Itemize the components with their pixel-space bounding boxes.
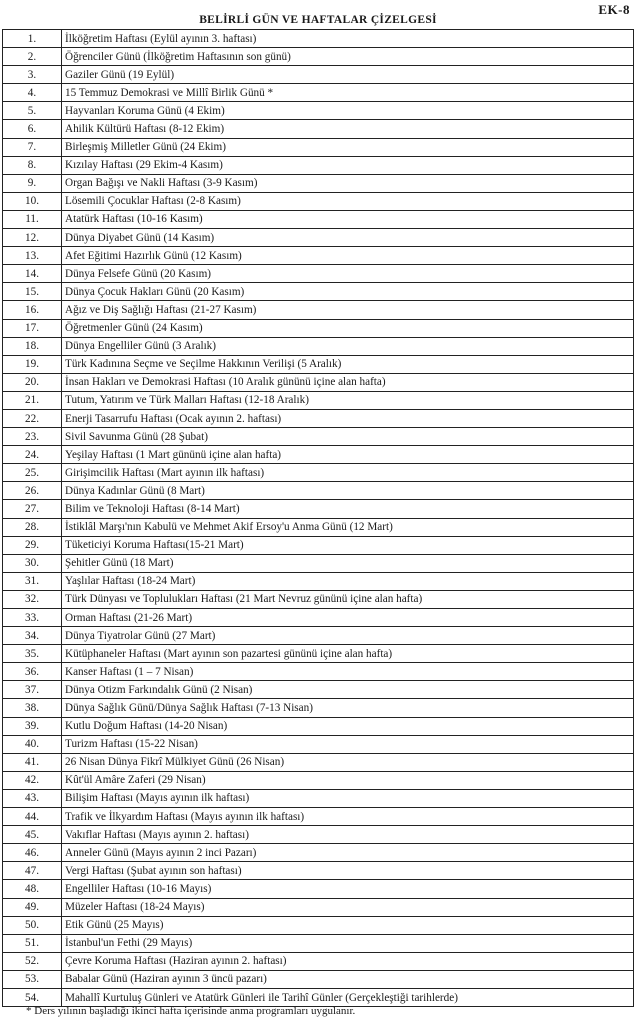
row-label: Ağız ve Diş Sağlığı Haftası (21-27 Kasım) xyxy=(62,301,634,319)
row-label: 26 Nisan Dünya Fikrî Mülkiyet Günü (26 Nisan) xyxy=(62,753,634,771)
row-number: 41. xyxy=(3,753,62,771)
row-number: 24. xyxy=(3,446,62,464)
row-number: 49. xyxy=(3,898,62,916)
table-row xyxy=(3,934,634,952)
row-label: Etik Günü (25 Mayıs) xyxy=(62,916,634,934)
table-body xyxy=(3,30,634,1007)
row-number: 7. xyxy=(3,138,62,156)
row-label: Atatürk Haftası (10-16 Kasım) xyxy=(62,210,634,228)
row-label: Vergi Haftası (Şubat ayının son haftası) xyxy=(62,862,634,880)
row-number: 30. xyxy=(3,554,62,572)
table-row xyxy=(3,536,634,554)
row-label: İstiklâl Marşı'nın Kabulü ve Mehmet Akif Ersoy'u Anma Günü (12 Mart) xyxy=(62,518,634,536)
table-row xyxy=(3,156,634,174)
table-row xyxy=(3,337,634,355)
row-number: 37. xyxy=(3,681,62,699)
row-number: 45. xyxy=(3,826,62,844)
row-label: Çevre Koruma Haftası (Haziran ayının 2. haftası) xyxy=(62,952,634,970)
table-row xyxy=(3,880,634,898)
table-row xyxy=(3,464,634,482)
row-label: Afet Eğitimi Hazırlık Günü (12 Kasım) xyxy=(62,247,634,265)
row-number: 23. xyxy=(3,428,62,446)
row-number: 36. xyxy=(3,663,62,681)
row-number: 17. xyxy=(3,319,62,337)
row-label: İstanbul'un Fethi (29 Mayıs) xyxy=(62,934,634,952)
row-label: Sivil Savunma Günü (28 Şubat) xyxy=(62,428,634,446)
table-row xyxy=(3,319,634,337)
table-row xyxy=(3,645,634,663)
row-number: 20. xyxy=(3,373,62,391)
annex-label: EK-8 xyxy=(598,2,630,17)
row-label: Turizm Haftası (15-22 Nisan) xyxy=(62,735,634,753)
row-number: 25. xyxy=(3,464,62,482)
row-number: 32. xyxy=(3,590,62,608)
table-row xyxy=(3,48,634,66)
row-label: Gaziler Günü (19 Eylül) xyxy=(62,66,634,84)
table-row xyxy=(3,66,634,84)
table-row xyxy=(3,627,634,645)
footnote: * Ders yılının başladığı ikinci hafta içerisinde anma programları uygulanır. xyxy=(26,1005,356,1017)
row-number: 39. xyxy=(3,717,62,735)
row-number: 12. xyxy=(3,229,62,247)
table-row xyxy=(3,409,634,427)
row-number: 35. xyxy=(3,645,62,663)
row-number: 47. xyxy=(3,862,62,880)
row-number: 5. xyxy=(3,102,62,120)
row-number: 29. xyxy=(3,536,62,554)
row-number: 28. xyxy=(3,518,62,536)
row-number: 26. xyxy=(3,482,62,500)
row-number: 46. xyxy=(3,844,62,862)
row-number: 54. xyxy=(3,988,62,1006)
table-row xyxy=(3,808,634,826)
table-row xyxy=(3,247,634,265)
row-label: Dünya Sağlık Günü/Dünya Sağlık Haftası (7-13 Nisan) xyxy=(62,699,634,717)
row-label: Bilişim Haftası (Mayıs ayının ilk haftası) xyxy=(62,789,634,807)
row-number: 14. xyxy=(3,265,62,283)
row-label: Tutum, Yatırım ve Türk Malları Haftası (12-18 Aralık) xyxy=(62,391,634,409)
row-label: Vakıflar Haftası (Mayıs ayının 2. haftası) xyxy=(62,826,634,844)
row-label: Kût'ül Amâre Zaferi (29 Nisan) xyxy=(62,771,634,789)
row-label: 15 Temmuz Demokrasi ve Millî Birlik Günü * xyxy=(62,84,634,102)
table-row xyxy=(3,789,634,807)
row-number: 52. xyxy=(3,952,62,970)
row-label: Mahallî Kurtuluş Günleri ve Atatürk Günleri ile Tarihî Günler (Gerçekleştiği tarihlerde) xyxy=(62,988,634,1006)
table-row xyxy=(3,862,634,880)
table-row xyxy=(3,192,634,210)
row-label: Türk Dünyası ve Toplulukları Haftası (21 Mart Nevruz gününü içine alan hafta) xyxy=(62,590,634,608)
row-label: Yaşlılar Haftası (18-24 Mart) xyxy=(62,572,634,590)
table-row xyxy=(3,265,634,283)
row-label: Dünya Kadınlar Günü (8 Mart) xyxy=(62,482,634,500)
row-label: Hayvanları Koruma Günü (4 Ekim) xyxy=(62,102,634,120)
row-number: 42. xyxy=(3,771,62,789)
table-row xyxy=(3,446,634,464)
row-label: Müzeler Haftası (18-24 Mayıs) xyxy=(62,898,634,916)
row-label: Öğretmenler Günü (24 Kasım) xyxy=(62,319,634,337)
days-weeks-table xyxy=(2,29,634,1007)
row-label: Trafik ve İlkyardım Haftası (Mayıs ayının ilk haftası) xyxy=(62,808,634,826)
row-number: 22. xyxy=(3,409,62,427)
row-number: 44. xyxy=(3,808,62,826)
row-label: Orman Haftası (21-26 Mart) xyxy=(62,609,634,627)
table-row xyxy=(3,663,634,681)
table-row xyxy=(3,916,634,934)
row-number: 10. xyxy=(3,192,62,210)
row-number: 43. xyxy=(3,789,62,807)
table-row xyxy=(3,30,634,48)
row-number: 27. xyxy=(3,500,62,518)
row-label: Anneler Günü (Mayıs ayının 2 inci Pazarı) xyxy=(62,844,634,862)
table-row xyxy=(3,590,634,608)
row-label: Ahilik Kültürü Haftası (8-12 Ekim) xyxy=(62,120,634,138)
row-number: 53. xyxy=(3,970,62,988)
table-row xyxy=(3,554,634,572)
table-row xyxy=(3,952,634,970)
table-row xyxy=(3,572,634,590)
row-label: Lösemili Çocuklar Haftası (2-8 Kasım) xyxy=(62,192,634,210)
table-row xyxy=(3,753,634,771)
table-row xyxy=(3,898,634,916)
row-label: Öğrenciler Günü (İlköğretim Haftasının son günü) xyxy=(62,48,634,66)
row-number: 6. xyxy=(3,120,62,138)
row-label: Türk Kadınına Seçme ve Seçilme Hakkının Verilişi (5 Aralık) xyxy=(62,355,634,373)
table-row xyxy=(3,120,634,138)
row-number: 34. xyxy=(3,627,62,645)
table-row xyxy=(3,391,634,409)
table-row xyxy=(3,699,634,717)
row-label: Girişimcilik Haftası (Mart ayının ilk haftası) xyxy=(62,464,634,482)
row-number: 51. xyxy=(3,934,62,952)
row-label: Dünya Felsefe Günü (20 Kasım) xyxy=(62,265,634,283)
document-title: BELİRLİ GÜN VE HAFTALAR ÇİZELGESİ xyxy=(199,14,437,26)
row-label: Babalar Günü (Haziran ayının 3 üncü pazarı) xyxy=(62,970,634,988)
table-row xyxy=(3,988,634,1006)
table-row xyxy=(3,482,634,500)
row-label: Tüketiciyi Koruma Haftası(15-21 Mart) xyxy=(62,536,634,554)
row-label: İlköğretim Haftası (Eylül ayının 3. haftası) xyxy=(62,30,634,48)
row-label: Şehitler Günü (18 Mart) xyxy=(62,554,634,572)
row-number: 50. xyxy=(3,916,62,934)
row-label: Organ Bağışı ve Nakli Haftası (3-9 Kasım) xyxy=(62,174,634,192)
table-row xyxy=(3,735,634,753)
row-number: 21. xyxy=(3,391,62,409)
row-label: Yeşilay Haftası (1 Mart gününü içine alan hafta) xyxy=(62,446,634,464)
table-row xyxy=(3,102,634,120)
table-row xyxy=(3,138,634,156)
row-number: 8. xyxy=(3,156,62,174)
row-number: 11. xyxy=(3,210,62,228)
table-row xyxy=(3,428,634,446)
row-number: 33. xyxy=(3,609,62,627)
row-label: Dünya Engelliler Günü (3 Aralık) xyxy=(62,337,634,355)
row-label: İnsan Hakları ve Demokrasi Haftası (10 Aralık gününü içine alan hafta) xyxy=(62,373,634,391)
table-row xyxy=(3,174,634,192)
row-number: 18. xyxy=(3,337,62,355)
row-label: Birleşmiş Milletler Günü (24 Ekim) xyxy=(62,138,634,156)
row-label: Kızılay Haftası (29 Ekim-4 Kasım) xyxy=(62,156,634,174)
row-label: Bilim ve Teknoloji Haftası (8-14 Mart) xyxy=(62,500,634,518)
table-row xyxy=(3,609,634,627)
table-row xyxy=(3,844,634,862)
row-number: 31. xyxy=(3,572,62,590)
row-number: 38. xyxy=(3,699,62,717)
row-label: Dünya Tiyatrolar Günü (27 Mart) xyxy=(62,627,634,645)
row-number: 1. xyxy=(3,30,62,48)
row-label: Enerji Tasarrufu Haftası (Ocak ayının 2. haftası) xyxy=(62,409,634,427)
row-number: 40. xyxy=(3,735,62,753)
table-row xyxy=(3,500,634,518)
row-number: 2. xyxy=(3,48,62,66)
row-label: Kutlu Doğum Haftası (14-20 Nisan) xyxy=(62,717,634,735)
table-row xyxy=(3,518,634,536)
table-row xyxy=(3,283,634,301)
row-label: Dünya Diyabet Günü (14 Kasım) xyxy=(62,229,634,247)
row-number: 16. xyxy=(3,301,62,319)
table-row xyxy=(3,771,634,789)
row-label: Kütüphaneler Haftası (Mart ayının son pazartesi gününü içine alan hafta) xyxy=(62,645,634,663)
row-number: 15. xyxy=(3,283,62,301)
row-number: 48. xyxy=(3,880,62,898)
table-row xyxy=(3,373,634,391)
row-label: Dünya Çocuk Hakları Günü (20 Kasım) xyxy=(62,283,634,301)
table-row xyxy=(3,970,634,988)
row-number: 19. xyxy=(3,355,62,373)
table-row xyxy=(3,681,634,699)
row-number: 3. xyxy=(3,66,62,84)
table-row xyxy=(3,229,634,247)
table-row xyxy=(3,355,634,373)
row-label: Dünya Otizm Farkındalık Günü (2 Nisan) xyxy=(62,681,634,699)
row-number: 13. xyxy=(3,247,62,265)
table-row xyxy=(3,210,634,228)
table-row xyxy=(3,826,634,844)
row-number: 4. xyxy=(3,84,62,102)
table-row xyxy=(3,84,634,102)
table-row xyxy=(3,301,634,319)
table-row xyxy=(3,717,634,735)
row-label: Kanser Haftası (1 – 7 Nisan) xyxy=(62,663,634,681)
row-number: 9. xyxy=(3,174,62,192)
row-label: Engelliler Haftası (10-16 Mayıs) xyxy=(62,880,634,898)
